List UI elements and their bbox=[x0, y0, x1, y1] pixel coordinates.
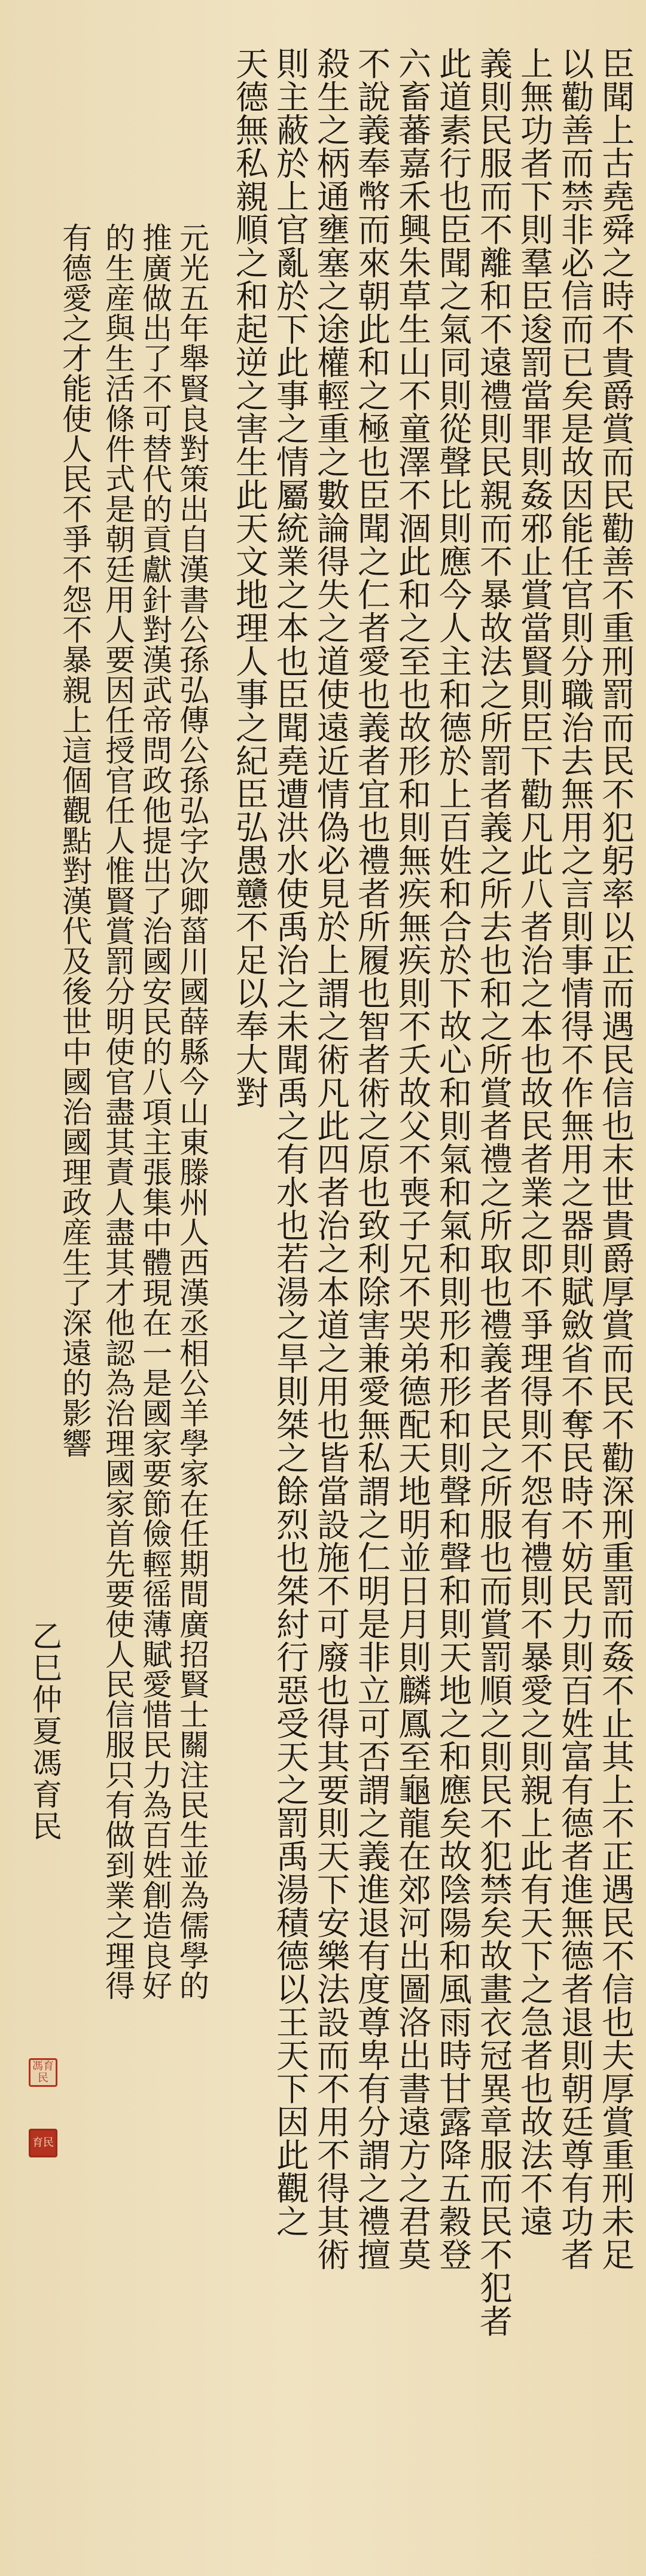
main-text-column-6: 六畜蕃嘉禾興朱草生山不童澤不涸此和之至也故形和則無疾無疾則不夭故父不喪子兄不哭弟德配天地明並日月則麟鳳至龜龍在郊河出圖洛出書遠方之君莫 bbox=[393, 47, 431, 2271]
main-text-column-3: 上無功者下則羣臣逡罰當罪則姦邪止賞當賢則臣下勸凡此八者治之本也故民者業之即不爭理得則不怨有禮則不暴愛之則親上此有天下之急者也故法不遠 bbox=[515, 47, 553, 2238]
seal-name: 馮育民 bbox=[29, 2058, 57, 2087]
seal-alias: 育民 bbox=[29, 2129, 57, 2157]
main-text-column-2: 以勸善而禁非必信而已矣是故因能任官則分職治去無用之言則事情得不作無用之器則賦斂省不奪民時不妨民力則百姓富有德者進無德者退則朝廷尊有功者 bbox=[556, 47, 594, 2271]
signature: 乙巳仲夏馮育民 bbox=[28, 1620, 62, 1842]
main-text-column-7: 不說義奉幣而來朝此和之極也臣聞之仁者愛也義者宜也禮者所履也智者術之原也致利除害兼愛無私謂之仁明是非立可否謂之義進退有度尊卑有分謂之禮擅 bbox=[352, 47, 391, 2271]
note-column-2: 推廣做出了不可替代的貢獻針對漢武帝問政他提出了治國安民的八項主張集中體現在一是國家要節儉輕徭薄賦愛惜民力為百姓創造良好 bbox=[138, 222, 172, 2001]
note-column-3: 的生産與生活條件式是朝廷用人要因任授官任人惟賢賞罰分明使官盡其責人盡其才他認為治理國家首先要使人民信服只有做到業之理得 bbox=[100, 222, 135, 2001]
note-column-1: 元光五年舉賢良對策出自漢書公孫弘傳公孫弘字次卿菑川國薛縣今山東滕州人西漢丞相公羊學家在任期間廣招賢士關注民生並為儒學的 bbox=[175, 222, 209, 2001]
main-text-column-5: 此道素行也臣聞之氣同則從聲比則應今人主和德於上百姓和合於下故心和則氣和氣和則形和形和則聲和聲和則天地之和應矣故陰陽和風雨時甘露降五穀登 bbox=[434, 47, 472, 2271]
main-text-column-4: 義則民服而不離和不遠禮則民親而不暴故法之所罰者義之所去也和之所賞者禮之所取也禮義者民之所服也而賞罰順之則民不犯禁矣故畫衣冠異章服而民不犯者 bbox=[474, 47, 513, 2337]
note-column-4: 有德愛之才能使人民不爭不怨不暴親上這個觀點對漢代及後世中國治國理政産生了深遠的影響 bbox=[57, 222, 92, 1458]
main-text-column-8: 殺生之柄通壅塞之途權輕重之數論得失之道使遠近情偽必見於上謂之術凡此四者治之本道之用也皆當設施不可廢也得其要則天下安樂法設而不用不得其術 bbox=[312, 47, 350, 2271]
main-text-column-1: 臣聞上古堯舜之時不貴爵賞而民勸善不重刑罰而民不犯躬率以正而遇民信也末世貴爵厚賞而民不勸深刑重罰而姦不止其上不正遇民不信也夫厚賞重刑未足 bbox=[596, 47, 635, 2271]
main-text-column-9: 則主蔽於上官亂於下此事之情屬統業之本也臣聞堯遭洪水使禹治之未聞禹之有水也若湯之旱則桀之餘烈也桀紂行惡受天之罰禹湯積德以王天下因此觀之 bbox=[271, 47, 309, 2238]
main-text-column-10: 天德無私親順之和起逆之害生此天文地理人事之紀臣弘愚戇不足以奉大對 bbox=[230, 47, 269, 1109]
